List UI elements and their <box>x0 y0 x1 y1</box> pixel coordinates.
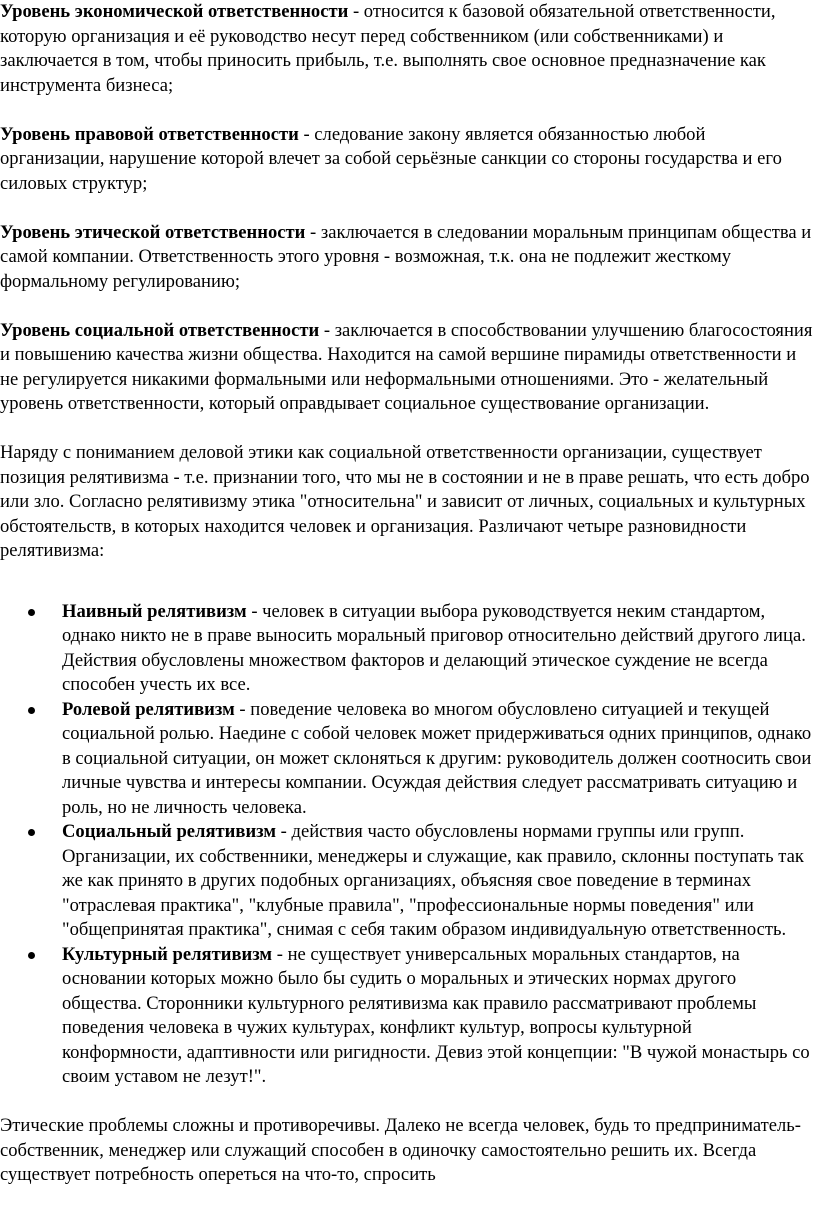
naive-relativism-title: Наивный релятивизм <box>62 600 247 622</box>
role-relativism-title: Ролевой релятивизм <box>62 698 235 720</box>
social-responsibility-text: - заключается в способствовании улучшению благосостояния и повышению качества жизни общества. Находится на самой вершине пирамиды ответственности и не регулируется никакими формальными или неформальными отношениями. Это - желательный уровень ответственности, который оправдывает социальное существование организации. <box>0 319 813 414</box>
naive-relativism-text: - человек в ситуации выбора руководствуется неким стандартом, однако никто не в праве выносить моральный приговор относительно действий другого лица. Действия обусловлены множеством факторов и делающий этическое суждение не всегда способен учесть их все. <box>62 600 806 695</box>
cultural-relativism-title: Культурный релятивизм <box>62 943 273 965</box>
legal-responsibility-paragraph <box>0 123 816 197</box>
economic-responsibility-paragraph <box>0 0 816 98</box>
bullet-icon <box>28 707 35 714</box>
social-responsibility-title: Уровень социальной ответственности <box>0 319 320 341</box>
bullet-icon <box>28 952 35 959</box>
relativism-types-list <box>0 600 816 1090</box>
relativism-intro-paragraph: Наряду с пониманием деловой этики как социальной ответственности организации, существует позиция релятивизма - т.е. признании того, что мы не в состоянии и не в праве решать, что есть добро или зло. Согласно релятивизму этика "относительна" и зависит от личных, социальных и культурных обстоятельств, в которых находится человек и организация. Различают четыре разновидности релятивизма: <box>0 442 810 561</box>
economic-responsibility-title: Уровень экономической ответственности <box>0 1 349 22</box>
legal-responsibility-title: Уровень правовой ответственности <box>0 123 299 145</box>
cultural-relativism-text: - не существует универсальных моральных стандартов, на основании которых можно было бы судить о моральных и этических нормах другого общества. Сторонники культурного релятивизма как правило рассматривают проблемы поведения человека в чужих культурах, конфликт культур, вопросы культурной конформности, адаптивности или ригидности. Девиз этой концепции: "В чужой монастырь со своим уставом не лезут!". <box>62 943 810 1087</box>
bullet-icon <box>28 829 35 836</box>
list-item-cultural-relativism <box>0 943 816 1090</box>
legal-responsibility-text: - следование закону является обязанностью любой организации, нарушение которой влечет за собой серьёзные санкции со стороны государства и его силовых структур; <box>0 123 782 194</box>
bullet-icon <box>28 609 35 616</box>
ethical-responsibility-text: - заключается в следовании моральным принципам общества и самой компании. Ответственность этого уровня - возможная, т.к. она не подлежит жесткому формальному регулированию; <box>0 221 812 292</box>
closing-paragraph: Этические проблемы сложны и противоречивы. Далеко не всегда человек, будь то предприниматель-собственник, менеджер или служащий способен в одиночку самостоятельно решить их. Всегда существует потребность опереться на что-то, спросить <box>0 1115 801 1185</box>
list-item-naive-relativism <box>0 600 816 698</box>
economic-responsibility-text: - относится к базовой обязательной ответственности, которую организация и её руководство несут перед собственником (или собственниками) и заключается в том, чтобы приносить прибыль, т.е. выполнять свое основное предназначение как инструмента бизнеса; <box>0 1 776 96</box>
social-responsibility-paragraph <box>0 319 816 417</box>
list-item-role-relativism <box>0 698 816 821</box>
ethical-responsibility-paragraph <box>0 221 816 295</box>
list-item-social-relativism <box>0 820 816 943</box>
role-relativism-text: - поведение человека во многом обусловлено ситуацией и текущей социальной ролью. Наедине с собой человек может придерживаться одних принципов, однако в социальной ситуации, он может склоняться к другим: руководитель должен соотносить свои личные чувства и интересы компании. Осуждая действия следует рассматривать ситуацию и роль, но не личность человека. <box>62 698 812 818</box>
social-relativism-text: - действия часто обусловлены нормами группы или групп. Организации, их собственники, менеджеры и служащие, как правило, склонны поступать так же как принято в других подобных организациях, объясняя свое поведение в терминах "отраслевая практика", "клубные правила", "профессиональные нормы поведения" или "общепринятая практика", снимая с себя таким образом индивидуальную ответственность. <box>62 821 804 940</box>
ethical-responsibility-title: Уровень этической ответственности <box>0 221 306 243</box>
social-relativism-title: Социальный релятивизм <box>62 821 277 842</box>
